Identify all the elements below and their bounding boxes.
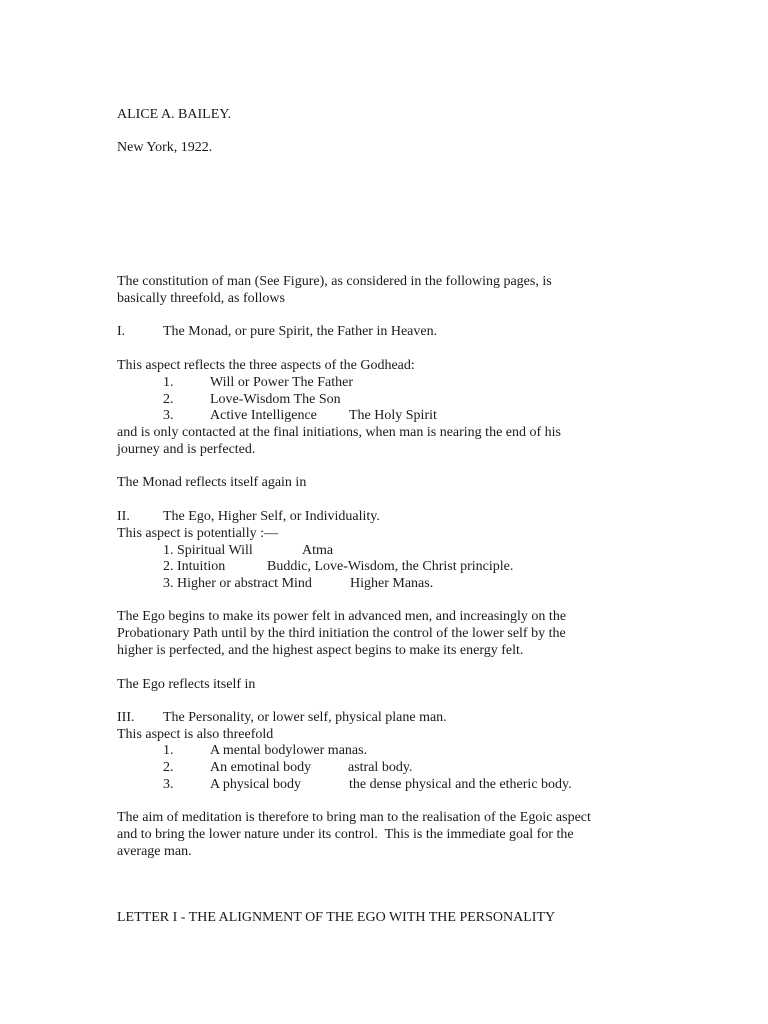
ego-para-line-3: higher is perfected, and the highest aspect begins to make its energy felt.: [117, 643, 524, 658]
section-1-title: The Monad, or pure Spirit, the Father in Heaven.: [163, 324, 438, 339]
section-2-item-extra: Higher Manas.: [350, 576, 434, 591]
section-1-item-num: 2.: [163, 392, 174, 407]
section-1-lead: This aspect reflects the three aspects of the Godhead:: [117, 358, 415, 373]
letter-heading: LETTER I - THE ALIGNMENT OF THE EGO WITH THE PERSONALITY: [117, 910, 556, 925]
section-3-title: The Personality, or lower self, physical plane man.: [163, 710, 447, 725]
section-3-item-num: 1.: [163, 743, 174, 758]
section-3-item-num: 2.: [163, 760, 174, 775]
section-2-item-text: 1. Spiritual Will: [163, 543, 253, 558]
place-date-line: New York, 1922.: [117, 140, 213, 155]
section-2-item-text: 3. Higher or abstract Mind: [163, 576, 312, 591]
section-2-title: The Ego, Higher Self, or Individuality.: [163, 509, 380, 524]
section-2-item-extra: Buddic, Love-Wisdom, the Christ principle.: [267, 559, 514, 574]
section-3-item-text: A physical body: [210, 777, 301, 792]
section-2-item-extra: Atma: [302, 543, 334, 558]
ego-para-line-2: Probationary Path until by the third initiation the control of the lower self by the: [117, 626, 566, 641]
section-3-item-extra: the dense physical and the etheric body.: [349, 777, 572, 792]
ego-reflects-line: The Ego reflects itself in: [117, 677, 256, 692]
ego-para-line-1: The Ego begins to make its power felt in advanced men, and increasingly on the: [117, 609, 567, 624]
aim-para-line-1: The aim of meditation is therefore to bring man to the realisation of the Egoic aspect: [117, 810, 591, 825]
section-1-item-num: 3.: [163, 408, 174, 423]
section-1-number: I.: [117, 324, 126, 339]
aim-para-line-3: average man.: [117, 844, 192, 859]
section-1-item-num: 1.: [163, 375, 174, 390]
aim-para-line-2: and to bring the lower nature under its control. This is the immediate goal for the: [117, 827, 574, 842]
monad-reflects-line: The Monad reflects itself again in: [117, 475, 307, 490]
section-1-after-2: journey and is perfected.: [117, 442, 256, 457]
section-2-lead: This aspect is potentially :—: [117, 526, 278, 541]
section-2-item-text: 2. Intuition: [163, 559, 226, 574]
section-1-item-text: Active Intelligence: [210, 408, 317, 423]
section-1-after-1: and is only contacted at the final initiations, when man is nearing the end of his: [117, 425, 562, 440]
section-1-item-extra: The Holy Spirit: [349, 408, 437, 423]
section-3-item-extra: astral body.: [348, 760, 413, 775]
section-3-item-text: An emotinal body: [210, 760, 312, 775]
intro-line-2: basically threefold, as follows: [117, 291, 285, 306]
intro-line-1: The constitution of man (See Figure), as considered in the following pages, is: [117, 274, 552, 289]
section-1-item-text: Will or Power The Father: [210, 375, 354, 390]
section-3-lead: This aspect is also threefold: [117, 727, 274, 742]
section-3-item-text: A mental bodylower manas.: [210, 743, 368, 758]
author-line: ALICE A. BAILEY.: [117, 107, 232, 122]
section-3-item-num: 3.: [163, 777, 174, 792]
section-2-number: II.: [117, 509, 130, 524]
section-3-number: III.: [117, 710, 135, 725]
section-1-item-text: Love-Wisdom The Son: [210, 392, 341, 407]
